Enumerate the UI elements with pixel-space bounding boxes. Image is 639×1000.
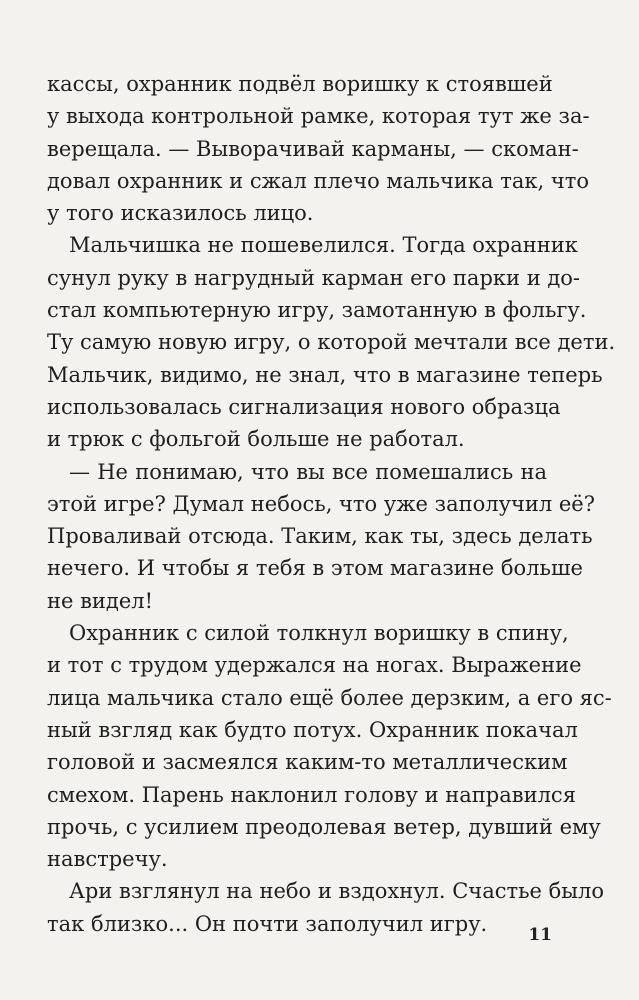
paragraph-3 — [47, 456, 595, 617]
text-line: у выхода контрольной рамке, которая тут же за- — [47, 104, 590, 129]
text-line: Мальчишка не пошевелился. Тогда охранник — [69, 233, 578, 258]
text-line: нечего. И чтобы я тебя в этом магазине больше — [47, 556, 583, 581]
text-line: навстречу. — [47, 847, 168, 872]
text-line: ный взгляд как будто потух. Охранник покачал — [47, 717, 578, 742]
text-line: Ари взглянул на небо и вздохнул. Счастье было — [69, 879, 604, 904]
text-line: Ту самую новую игру, о которой мечтали все дети. — [47, 330, 616, 355]
text-line: и тот с трудом удержался на ногах. Выражение — [47, 653, 582, 678]
text-line: этой игре? Думал небось, что уже заполучил её? — [47, 491, 595, 516]
text-line: стал компьютерную игру, замотанную в фольгу. — [47, 298, 587, 323]
paragraph-4 — [47, 617, 612, 875]
text-line: сунул руку в нагрудный карман его парки и до- — [47, 265, 581, 290]
text-line: Мальчик, видимо, не знал, что в магазине теперь — [47, 362, 603, 387]
text-line: и трюк с фольгой больше не работал. — [47, 427, 465, 452]
paragraph-2 — [47, 229, 616, 455]
text-line: использовалась сигнализация нового образца — [47, 394, 561, 419]
text-line: Проваливай отсюда. Таким, как ты, здесь делать — [47, 524, 593, 549]
text-line: прочь, с усилием преодолевая ветер, дувший ему — [47, 814, 601, 839]
text-line: у того исказилось лицо. — [47, 201, 314, 226]
text-line: верещала. — Выворачивай карманы, — скоман- — [47, 136, 579, 161]
text-line: так близко... Он почти заполучил игру. — [47, 911, 488, 936]
text-line: головой и засмеялся каким-то металлическим — [47, 750, 568, 775]
page-number: 11 — [528, 925, 552, 945]
text-line: довал охранник и сжал плечо мальчика так, что — [47, 168, 590, 193]
text-line: кассы, охранник подвёл воришку к стоявшей — [47, 72, 553, 96]
paragraph-1 — [47, 68, 590, 229]
text-line: лица мальчика стало ещё более дерзким, а его яс- — [47, 685, 612, 710]
text-line: Охранник с силой толкнул воришку в спину, — [69, 621, 569, 646]
text-line: не видел! — [47, 588, 154, 613]
text-line: — Не понимаю, что вы все помешались на — [69, 459, 547, 484]
text-line: смехом. Парень наклонил голову и направился — [47, 782, 576, 807]
paragraph-5 — [47, 875, 604, 940]
page-body — [47, 68, 616, 940]
